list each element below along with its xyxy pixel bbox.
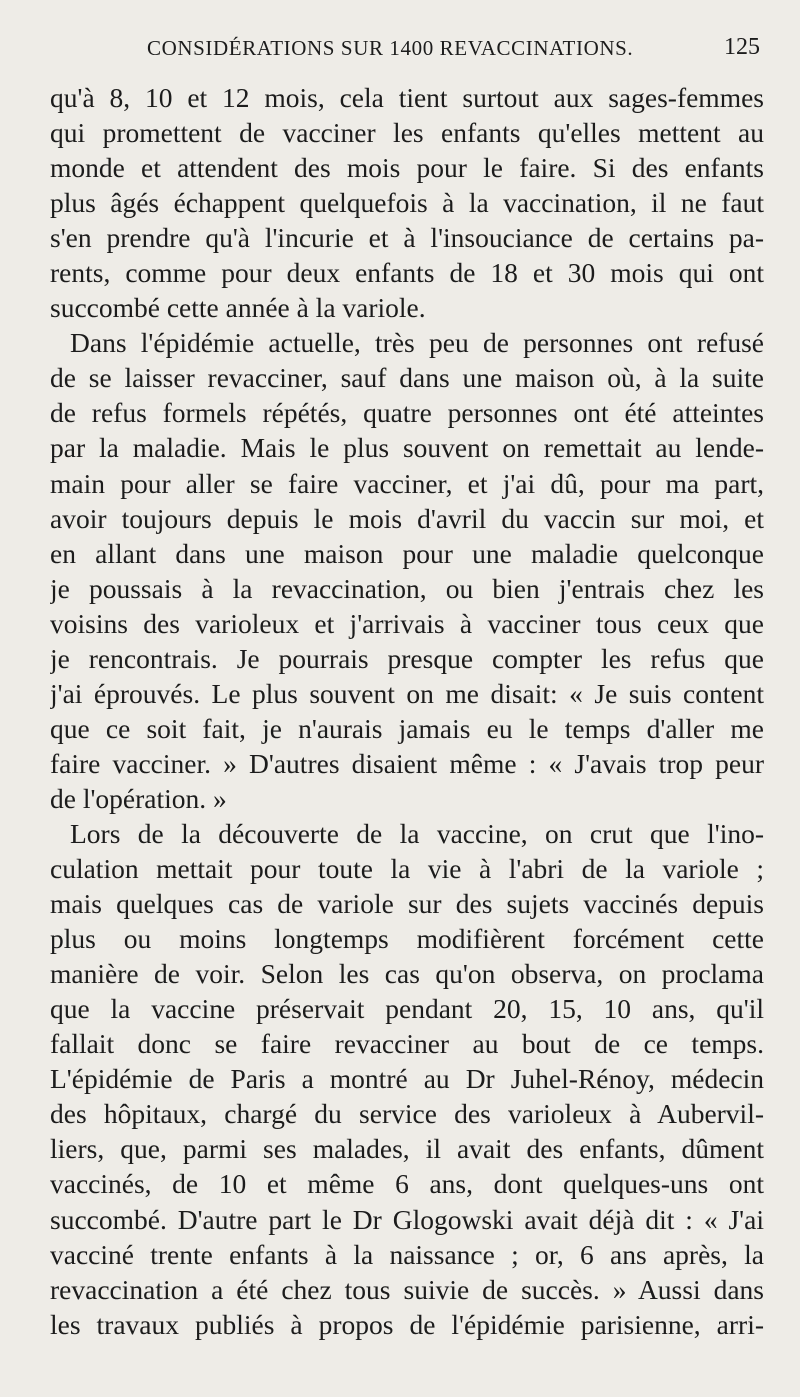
page-number: 125 (724, 34, 760, 60)
text-line: avoir toujours depuis le mois d'avril du vaccin sur moi, et (50, 502, 764, 534)
text-line: s'en prendre qu'à l'incurie et à l'insouciance de certains pa- (50, 222, 764, 254)
page-header (0, 32, 800, 64)
text-line: succombé cette année à la variole. (50, 292, 426, 324)
text-line: plus âgés échappent quelquefois à la vaccination, il ne faut (50, 187, 764, 219)
text-line: Dans l'épidémie actuelle, très peu de personnes ont refusé (70, 327, 764, 359)
text-line: culation mettait pour toute la vie à l'abri de la variole ; (50, 853, 764, 885)
text-line: voisins des varioleux et j'arrivais à vacciner tous ceux que (50, 607, 764, 639)
text-line: fallait donc se faire revacciner au bout de ce temps. (50, 1028, 764, 1060)
text-line: de se laisser revacciner, sauf dans une maison où, à la suite (50, 362, 764, 394)
text-line: faire vacciner. » D'autres disaient même : « J'avais trop peur (50, 747, 764, 779)
text-line: je rencontrais. Je pourrais presque compter les refus que (50, 642, 764, 674)
text-line: revaccination a été chez tous suivie de succès. » Aussi dans (50, 1273, 764, 1305)
running-title: CONSIDÉRATIONS SUR 1400 REVACCINATIONS. (147, 36, 634, 60)
text-line: que ce soit fait, je n'aurais jamais eu le temps d'aller me (50, 712, 764, 744)
text-line: manière de voir. Selon les cas qu'on observa, on proclama (50, 958, 764, 990)
text-line: par la maladie. Mais le plus souvent on remettait au lende- (50, 432, 764, 464)
text-line: rents, comme pour deux enfants de 18 et 30 mois qui ont (50, 257, 764, 289)
text-line: Lors de la découverte de la vaccine, on crut que l'ino- (70, 817, 764, 849)
text-line: je poussais à la revaccination, ou bien j'entrais chez les (50, 572, 764, 604)
text-line: L'épidémie de Paris a montré au Dr Juhel-Rénoy, médecin (50, 1063, 764, 1095)
text-line: succombé. D'autre part le Dr Glogowski avait déjà dit : « J'ai (50, 1203, 764, 1235)
text-line: en allant dans une maison pour une maladie quelconque (50, 537, 764, 569)
text-line: liers, que, parmi ses malades, il avait des enfants, dûment (50, 1133, 764, 1165)
text-line: monde et attendent des mois pour le faire. Si des enfants (50, 152, 764, 184)
text-line: que la vaccine préservait pendant 20, 15, 10 ans, qu'il (50, 993, 764, 1025)
text-line: plus ou moins longtemps modifièrent forcément cette (50, 923, 764, 955)
text-line: des hôpitaux, chargé du service des varioleux à Aubervil- (50, 1098, 764, 1130)
text-line: j'ai éprouvés. Le plus souvent on me disait: « Je suis content (50, 677, 764, 709)
text-line: main pour aller se faire vacciner, et j'ai dû, pour ma part, (50, 467, 764, 499)
text-line: qui promettent de vacciner les enfants qu'elles mettent au (50, 117, 764, 149)
text-line: vaccinés, de 10 et même 6 ans, dont quelques-uns ont (50, 1168, 764, 1200)
text-line: de refus formels répétés, quatre personnes ont été atteintes (50, 397, 764, 429)
text-line: vacciné trente enfants à la naissance ; or, 6 ans après, la (50, 1238, 764, 1270)
text-line: de l'opération. » (50, 782, 227, 814)
body-text (50, 80, 764, 1342)
text-line: mais quelques cas de variole sur des sujets vaccinés depuis (50, 888, 764, 920)
text-line: les travaux publiés à propos de l'épidémie parisienne, arri- (50, 1308, 764, 1340)
text-line: qu'à 8, 10 et 12 mois, cela tient surtout aux sages-femmes (50, 82, 764, 113)
